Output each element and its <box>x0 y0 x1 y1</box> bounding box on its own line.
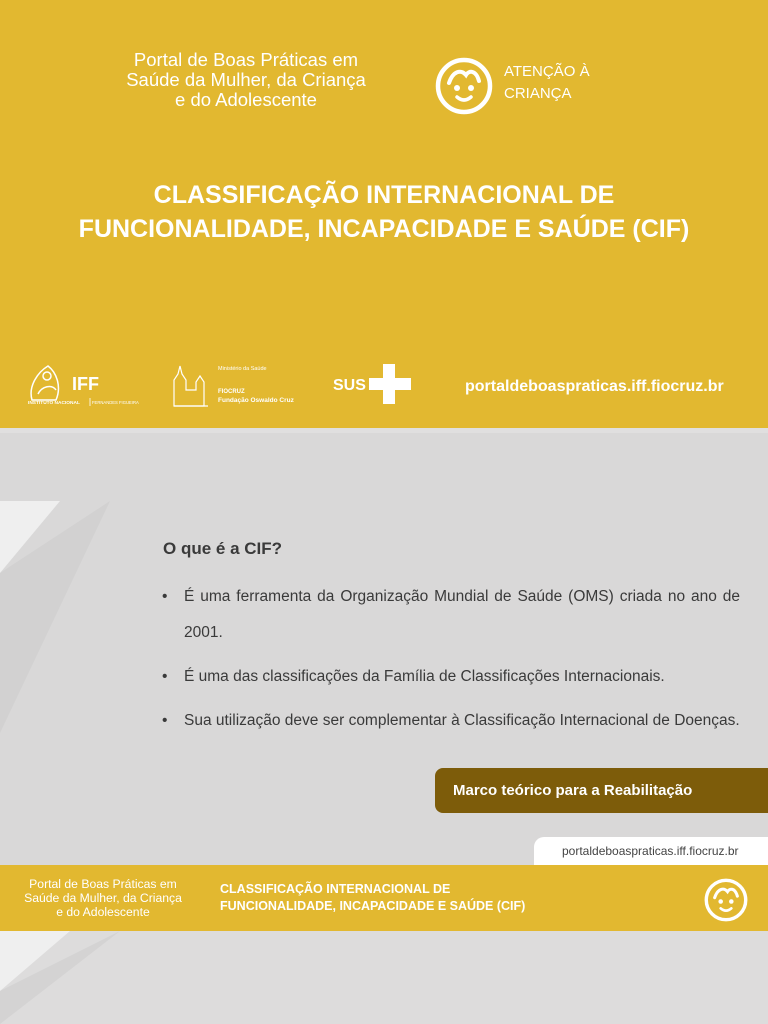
portal-title <box>14 877 192 919</box>
portal-title <box>100 50 392 110</box>
fiocruz-logo-icon <box>170 360 320 408</box>
header-title-line: FUNCIONALIDADE, INCAPACIDADE E SAÚDE (CIF) <box>220 899 526 913</box>
list-item: • Sua utilização deve ser complementar à Classificação Internacional de Doenças. <box>162 703 740 739</box>
iff-logo-sub2: FERNANDES FIGUEIRA <box>92 400 139 405</box>
site-url[interactable]: portaldeboaspraticas.iff.fiocruz.br <box>465 378 724 395</box>
portal-title-line: Saúde da Mulher, da Criança <box>24 891 182 905</box>
fiocruz-name: FIOCRUZ <box>218 389 245 395</box>
cover-title-line: CLASSIFICAÇÃO INTERNACIONAL DE <box>153 181 615 209</box>
attention-line: CRIANÇA <box>504 85 572 102</box>
section-question: O que é a CIF? <box>163 539 283 558</box>
attention-label <box>504 61 590 105</box>
iff-logo-name: IFF <box>72 374 99 394</box>
iff-logo-icon <box>26 360 144 408</box>
list-item: • É uma das classificações da Família de Classificações Internacionais. <box>162 659 740 695</box>
sus-text: SUS <box>333 377 366 394</box>
header-title <box>220 881 525 915</box>
site-url[interactable]: portaldeboaspraticas.iff.fiocruz.br <box>534 837 768 865</box>
attention-line: ATENÇÃO À <box>504 63 590 80</box>
bullet-list <box>162 579 740 747</box>
portal-title-line: e do Adolescente <box>56 905 150 919</box>
sus-cross-icon <box>333 362 415 406</box>
portal-title-line: e do Adolescente <box>175 89 317 110</box>
cover-slide <box>0 0 768 428</box>
fiocruz-ministry: Ministério da Saúde <box>218 366 267 372</box>
cover-title <box>0 178 768 246</box>
portal-title-line: Portal de Boas Práticas em <box>133 49 359 70</box>
fiocruz-fundacao: Fundação Oswaldo Cruz <box>218 397 294 404</box>
header-title-line: CLASSIFICAÇÃO INTERNACIONAL DE <box>220 882 451 896</box>
child-face-icon <box>704 878 748 922</box>
child-face-icon <box>435 57 493 115</box>
portal-title-line: Saúde da Mulher, da Criança <box>126 69 366 90</box>
slide-header <box>0 865 768 931</box>
iff-logo-sub: INSTITUTO NACIONAL <box>28 401 80 406</box>
background-shape <box>0 931 768 1024</box>
next-slide <box>0 931 768 1024</box>
cover-title-line: FUNCIONALIDADE, INCAPACIDADE E SAÚDE (CIF) <box>78 215 690 243</box>
highlight-banner: Marco teórico para a Reabilitação <box>435 768 768 813</box>
portal-title-line: Portal de Boas Práticas em <box>29 877 177 891</box>
content-slide <box>0 433 768 865</box>
list-item: • É uma ferramenta da Organização Mundial de Saúde (OMS) criada no ano de 2001. <box>162 579 740 651</box>
